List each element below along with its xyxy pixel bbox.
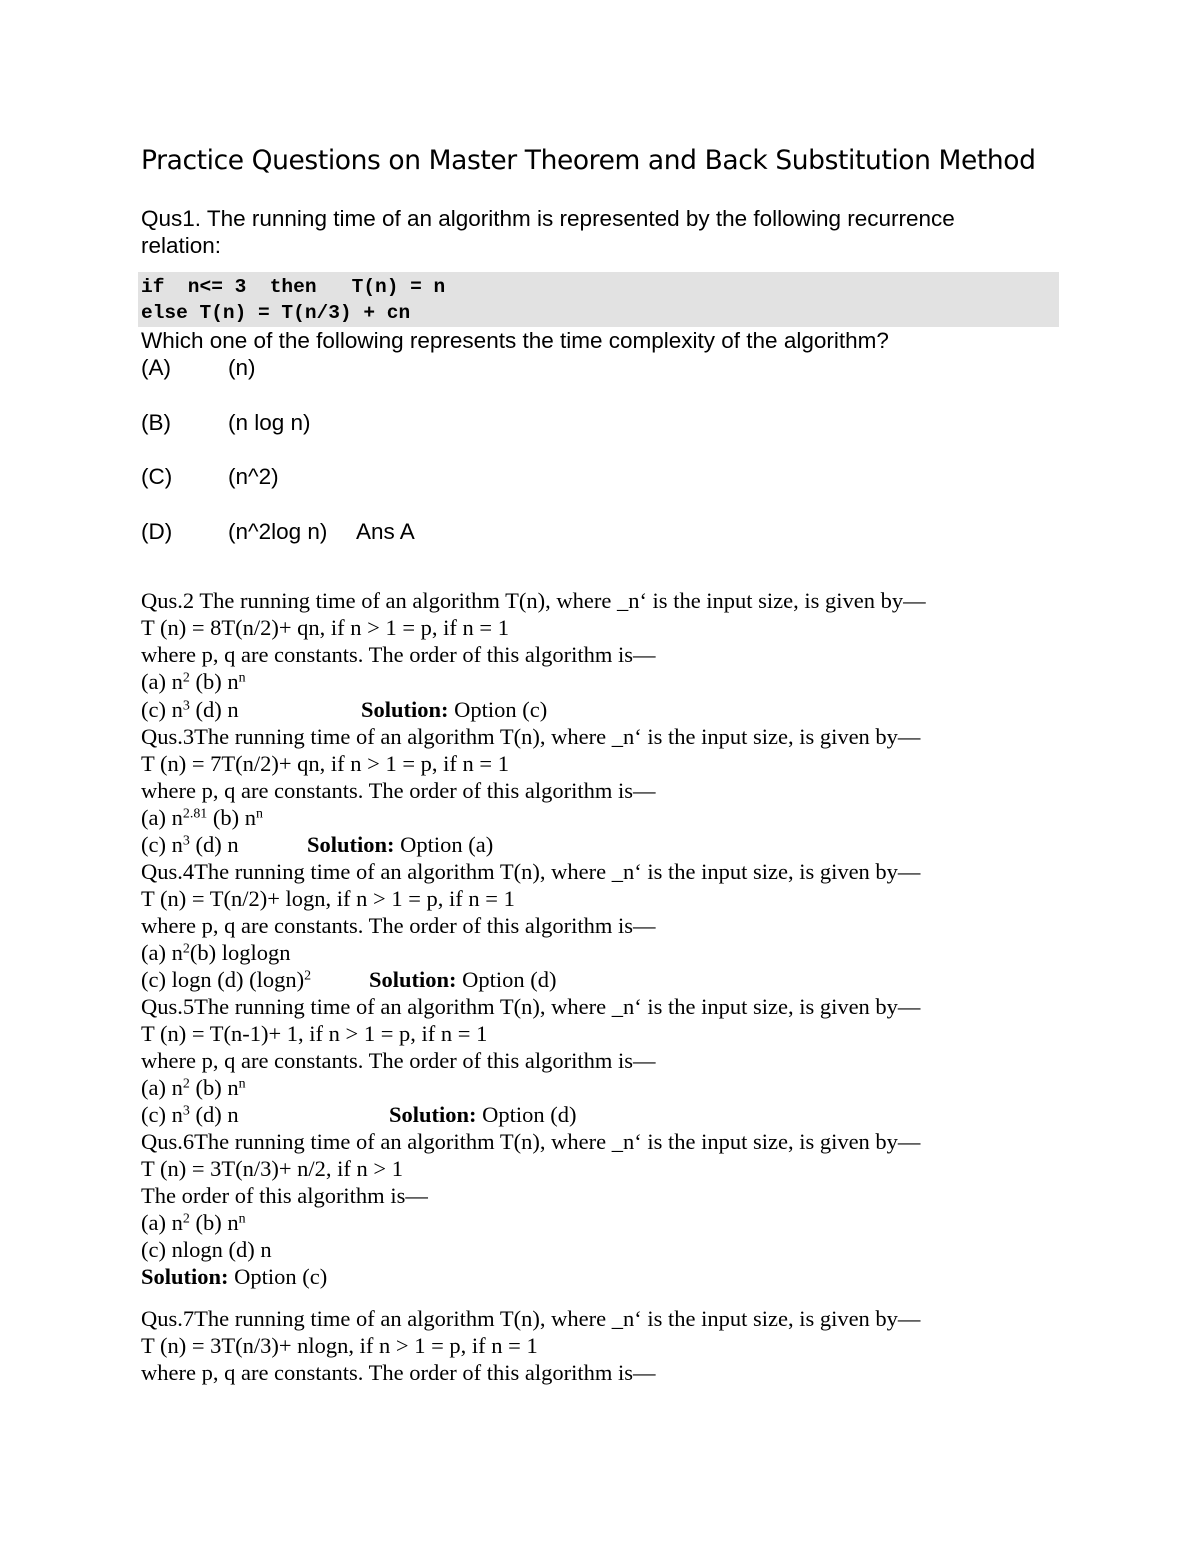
q1-answer: Ans A — [356, 519, 415, 544]
q5-solution: Solution: Option (d) — [389, 1102, 577, 1127]
q7-heading: Qus.7The running time of an algorithm T(n), where _n‘ is the input size, is given by— — [141, 1306, 921, 1331]
page-title: Practice Questions on Master Theorem and Back Substitution Method — [141, 145, 1036, 176]
q1-code-line-1: if n<= 3 then T(n) = n — [141, 276, 446, 298]
q3-solution: Solution: Option (a) — [307, 832, 494, 857]
q1-option-d-label: (D) — [141, 519, 173, 544]
q4-options-cd: (c) logn (d) $(\log n)^2$ — [141, 967, 312, 992]
q6-options-cd: (c) nlogn (d) n — [141, 1237, 272, 1262]
q3-options-ab: (a) $n^{2.81}$ (b) $n^n$ — [141, 805, 263, 830]
q5-recurrence: T (n) = T(n-1)+ 1, if n > 1 = p, if n = 1 — [141, 1021, 488, 1046]
q2-options-ab: (a) $n^2$ (b) $n^n$ — [141, 669, 246, 694]
q2-recurrence: T (n) = 8T(n/2)+ qn, if n > 1 = p, if n = 1 — [141, 615, 509, 640]
q1-option-a-value: (n) — [228, 355, 256, 380]
q1-option-c-value: (n^2) — [228, 464, 279, 489]
q4-heading: Qus.4The running time of an algorithm T(n), where _n‘ is the input size, is given by— — [141, 859, 921, 884]
q7-constants: where p, q are constants. The order of this algorithm is— — [141, 1360, 656, 1385]
q6-options-ab: (a) $n^2$ (b) $n^n$ — [141, 1210, 246, 1235]
q1-option-a-label: (A) — [141, 355, 171, 380]
q3-recurrence: T (n) = 7T(n/2)+ qn, if n > 1 = p, if n = 1 — [141, 751, 509, 776]
q1-question: Which one of the following represents the time complexity of the algorithm? — [141, 328, 889, 353]
q3-heading: Qus.3The running time of an algorithm T(n), where _n‘ is the input size, is given by— — [141, 724, 921, 749]
q5-constants: where p, q are constants. The order of this algorithm is— — [141, 1048, 656, 1073]
q2-constants: where p, q are constants. The order of this algorithm is— — [141, 642, 656, 667]
q6-recurrence: T (n) = 3T(n/3)+ n/2, if n > 1 — [141, 1156, 403, 1181]
q4-solution: Solution: Option (d) — [369, 967, 557, 992]
q1-code-line-2: else T(n) = T(n/3) + cn — [141, 302, 411, 324]
q4-options-ab: (a) $n^2(b)$ loglogn — [141, 940, 291, 965]
q3-options-cd: (c) $n^3$ (d) n — [141, 832, 239, 857]
q6-heading: Qus.6The running time of an algorithm T(n), where _n‘ is the input size, is given by— — [141, 1129, 921, 1154]
q2-heading: Qus.2 The running time of an algorithm T(n), where _n‘ is the input size, is given by— — [141, 588, 926, 613]
q4-constants: where p, q are constants. The order of this algorithm is— — [141, 913, 656, 938]
q1-option-b-label: (B) — [141, 410, 171, 435]
q5-heading: Qus.5The running time of an algorithm T(n), where _n‘ is the input size, is given by— — [141, 994, 921, 1019]
q2-options-cd: (c) $n^3$ (d) n — [141, 697, 239, 722]
q7-recurrence: T (n) = 3T(n/3)+ nlogn, if n > 1 = p, if n = 1 — [141, 1333, 538, 1358]
q6-constants: The order of this algorithm is— — [141, 1183, 428, 1208]
q1-option-b-value: (n log n) — [228, 410, 311, 435]
q3-constants: where p, q are constants. The order of this algorithm is— — [141, 778, 656, 803]
q4-recurrence: T (n) = T(n/2)+ logn, if n > 1 = p, if n = 1 — [141, 886, 515, 911]
q6-solution: Solution: Option (c) — [141, 1264, 328, 1289]
q1-intro-line-2: relation: — [141, 233, 222, 258]
q5-options-cd: (c) $n^3$ (d) n — [141, 1102, 239, 1127]
q1-intro-line-1: Qus1. The running time of an algorithm is represented by the following recurrence — [141, 206, 955, 231]
q5-options-ab: (a) $n^2$ (b) $n^n$ — [141, 1075, 246, 1100]
q1-option-d-value: (n^2log n) — [228, 519, 328, 544]
q1-option-c-label: (C) — [141, 464, 173, 489]
q2-solution: Solution: Option (c) — [361, 697, 548, 722]
